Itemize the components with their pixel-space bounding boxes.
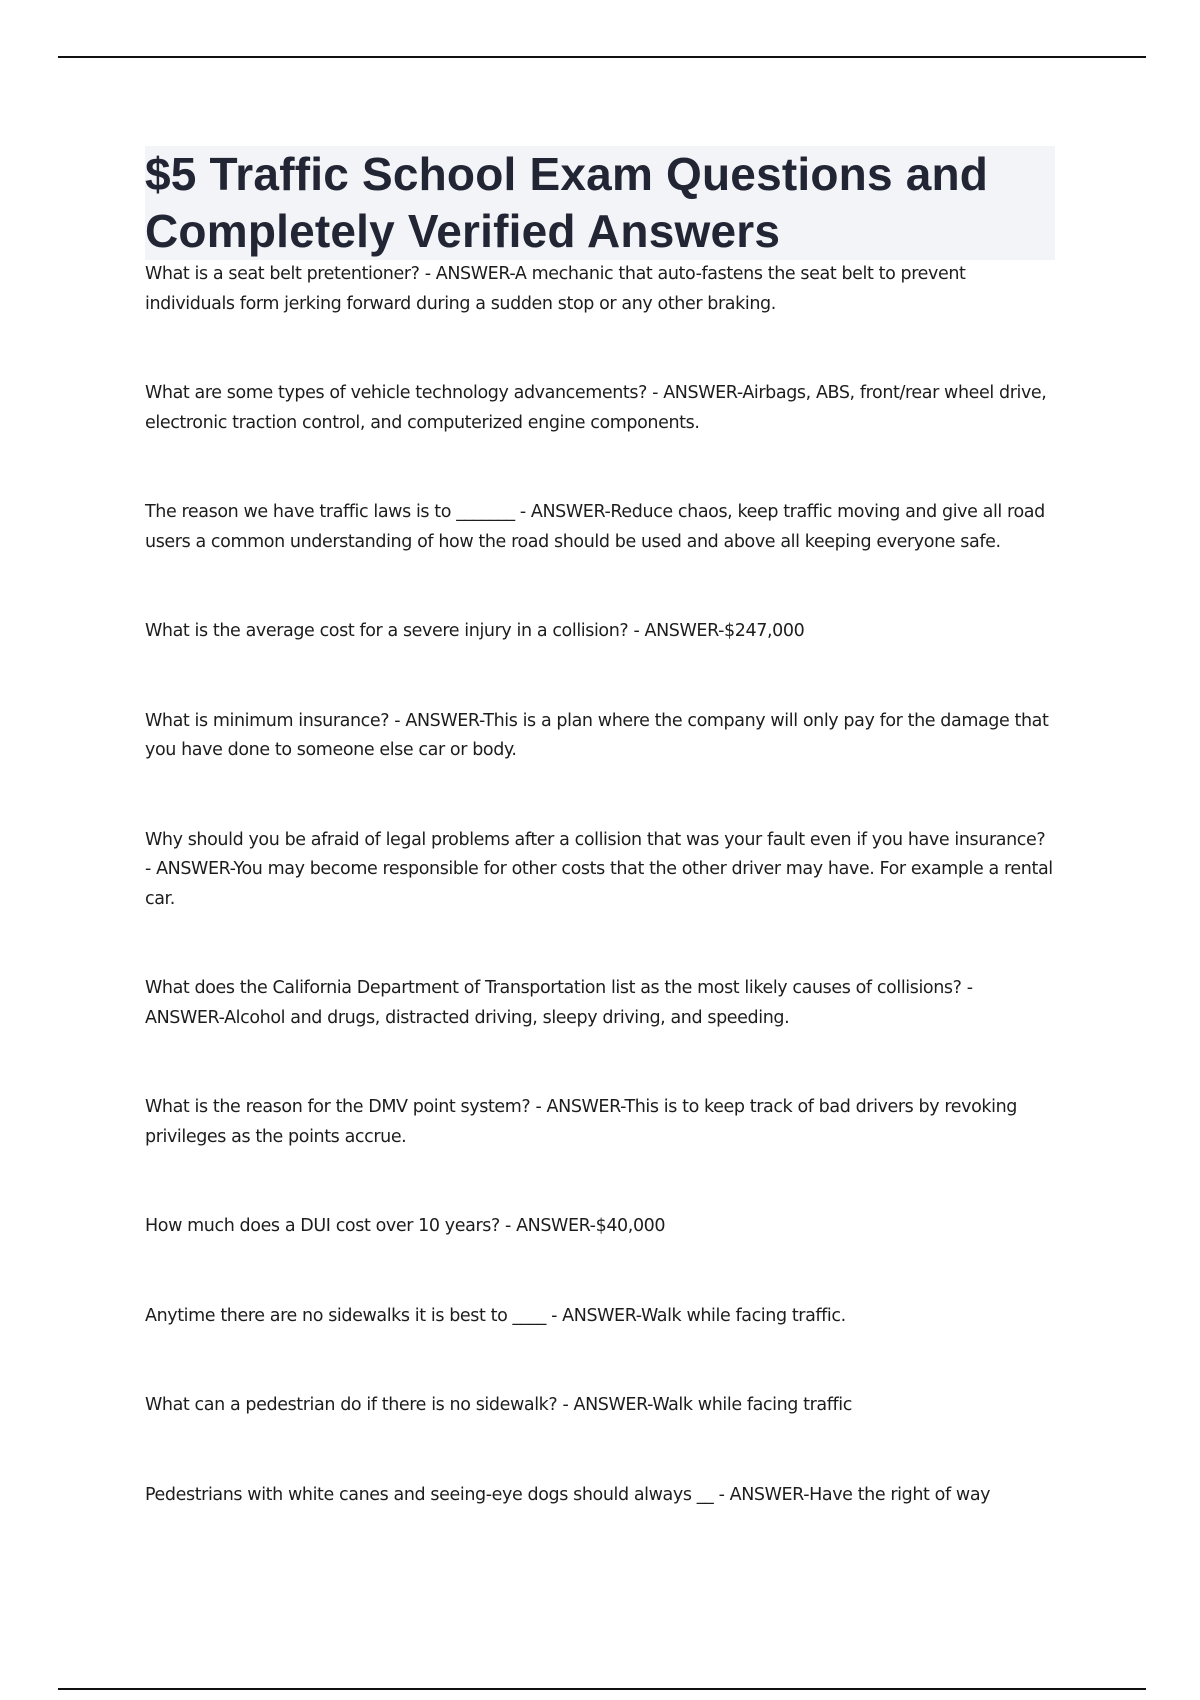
document-body bbox=[145, 146, 1055, 1510]
qa-item-1: What is a seat belt pretentioner? - ANSWER-A mechanic that auto-fastens the seat belt to prevent individuals form jerking forward during a sudden stop or any other braking. bbox=[145, 264, 966, 314]
qa-item-7: What does the California Department of Transportation list as the most likely causes of collisions? - ANSWER-Alcohol and drugs, distracted driving, sleepy driving, and speeding. bbox=[145, 978, 973, 1028]
document-title: $5 Traffic School Exam Questions and Completely Verified Answers bbox=[145, 148, 989, 257]
title-band bbox=[145, 146, 1055, 260]
qa-item-10: Anytime there are no sidewalks it is best to ____ - ANSWER-Walk while facing traffic. bbox=[145, 1305, 846, 1326]
qa-item-9: How much does a DUI cost over 10 years? - ANSWER-$40,000 bbox=[145, 1216, 666, 1236]
qa-item-11: What can a pedestrian do if there is no sidewalk? - ANSWER-Walk while facing traffic bbox=[145, 1395, 852, 1415]
qa-item-2: What are some types of vehicle technology advancements? - ANSWER-Airbags, ABS, front/rear wheel drive, electronic traction control, and computerized engine components. bbox=[145, 383, 1047, 433]
qa-item-3: The reason we have traffic laws is to _______ - ANSWER-Reduce chaos, keep traffic moving and give all road users a common understanding of how the road should be used and above all keeping everyone safe. bbox=[145, 502, 1045, 552]
qa-item-8: What is the reason for the DMV point system? - ANSWER-This is to keep track of bad drivers by revoking privileges as the points accrue. bbox=[145, 1097, 1018, 1147]
qa-item-4: What is the average cost for a severe injury in a collision? - ANSWER-$247,000 bbox=[145, 621, 805, 641]
bottom-rule bbox=[58, 1688, 1146, 1690]
qa-item-6: Why should you be afraid of legal problems after a collision that was your fault even if you have insurance? - ANSWER-You may become responsible for other costs that the other driver may have. For example a rental car. bbox=[145, 829, 1053, 909]
top-rule bbox=[58, 56, 1146, 58]
qa-item-5: What is minimum insurance? - ANSWER-This is a plan where the company will only pay for the damage that you have done to someone else car or body. bbox=[145, 710, 1049, 760]
qa-item-12: Pedestrians with white canes and seeing-eye dogs should always __ - ANSWER-Have the right of way bbox=[145, 1484, 991, 1505]
